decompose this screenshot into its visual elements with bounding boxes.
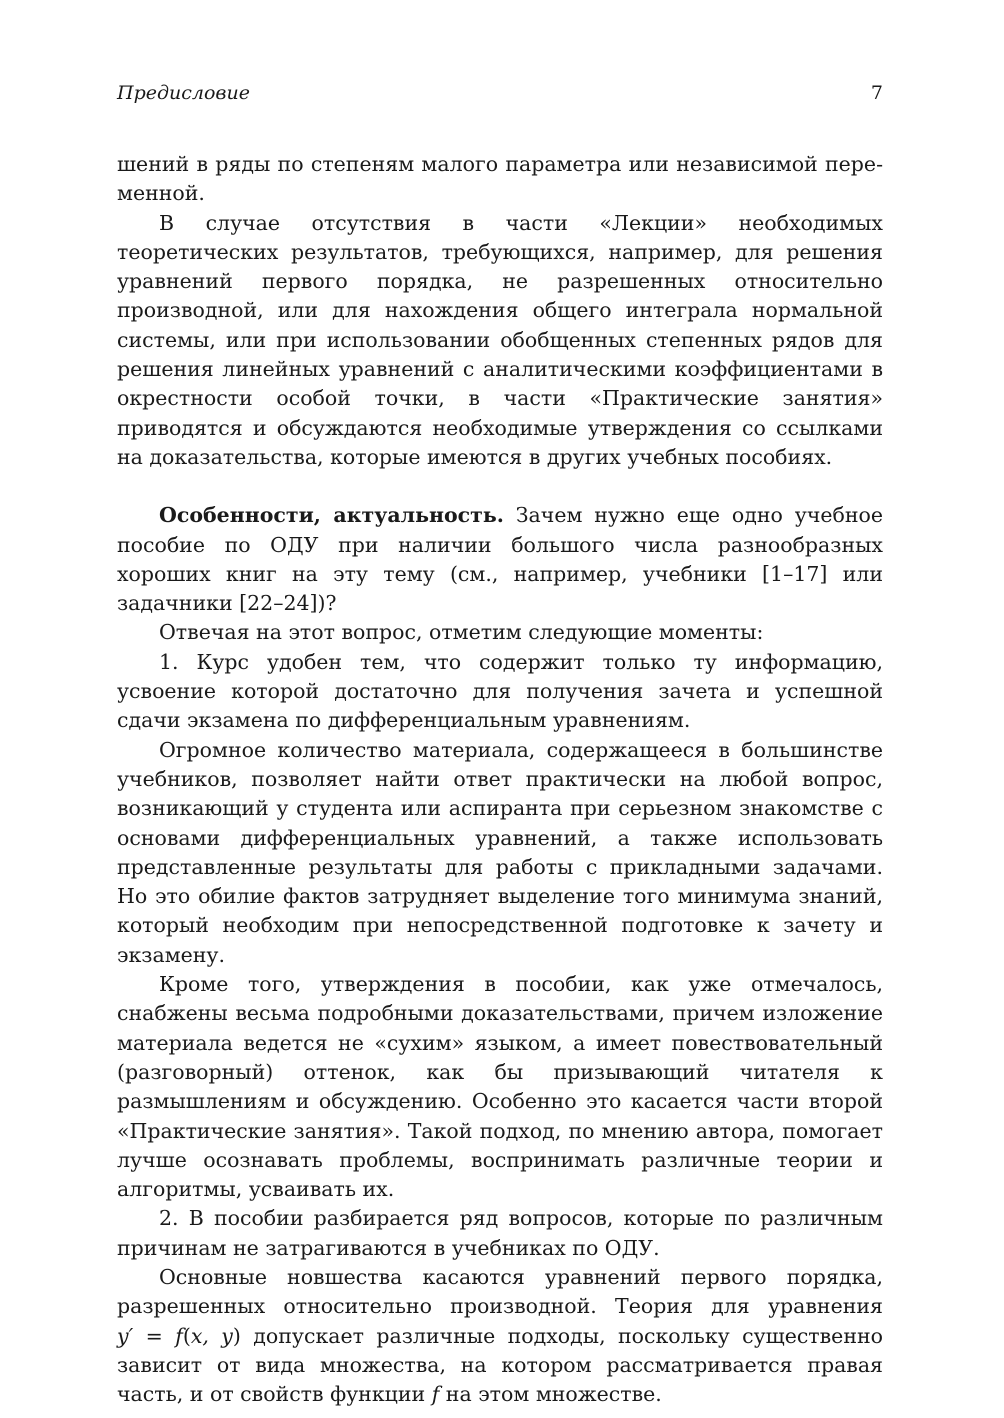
formula-paren-close: ): [232, 1323, 241, 1348]
paragraph: В случае отсутствия в части «Лекции» необходимых теоретических результатов, требующихся, например, для решения уравнений первого порядка, не разрешенных относительно производной, или для нахождения общего интеграла нормальной системы, или при использовании обобщенных степенных рядов для решения линейных уравнений с аналитическими коэффициентами в окрестности особой точки, в части «Практические занятия» приводятся и обсуждаются необходимые утверждения со ссылками на доказательства, которые имеются в других учебных пособиях.: [117, 210, 883, 469]
running-title: Предисловие: [117, 82, 250, 104]
formula-args: x, y: [190, 1323, 233, 1348]
formula-function: f: [175, 1323, 183, 1348]
formula-lhs: y′: [117, 1323, 134, 1348]
body-text: [117, 150, 883, 1409]
formula-paren-open: (: [182, 1323, 191, 1348]
formula-equals: =: [133, 1323, 176, 1348]
running-head: [117, 80, 883, 106]
formula: [117, 1324, 241, 1348]
formula-function-symbol: f: [431, 1382, 440, 1407]
paragraph-text: на этом множестве.: [439, 1382, 662, 1407]
paragraph: [117, 1263, 883, 1409]
page-number: 7: [870, 82, 883, 104]
paragraph-text: Основные новшества касаются уравнений первого порядка, разрешенных относительно производной. Теория для уравнения: [117, 1264, 883, 1319]
paragraph: Кроме того, утверждения в пособии, как уже отмечалось, снабжены весьма подробными доказательствами, причем изложение материала ведется не «сухим» языком, а имеет повествовательный (разговорный) оттенок, как бы призывающий читателя к размышлениям и обсуждению. Особенно это касается части второй «Практические занятия». Такой подход, по мнению автора, помогает лучше осознавать проблемы, воспринимать различные теории и алгоритмы, усваивать их.: [117, 972, 883, 1202]
paragraph-continuation: шений в ряды по степеням малого параметра или независимой переменной.: [117, 152, 883, 206]
list-item-paragraph: 2. В пособии разбирается ряд вопросов, которые по различным причинам не затрагиваются в учебниках по ОДУ.: [117, 1206, 883, 1260]
paragraph: Отвечая на этот вопрос, отметим следующие моменты:: [159, 620, 764, 645]
paragraph-text: допускает различные подходы, поскольку существенно зависит от вида множества, на котором рассматривается правая часть, и от свойств функции: [117, 1323, 883, 1407]
list-item-paragraph: 1. Курс удобен тем, что содержит только ту информацию, усвоение которой достаточно для получения зачета и успешной сдачи экзамена по дифференциальным уравнениям.: [117, 649, 883, 733]
section-heading: Особенности, актуальность.: [159, 503, 504, 528]
paragraph: Огромное количество материала, содержащееся в большинстве учебников, позволяет найти ответ практически на любой вопрос, возникающий у студента или аспиранта при серьезном знакомстве с основами дифференциальных уравнений, а также использовать представленные результаты для работы с прикладными задачами. Но это обилие фактов затрудняет выделение того минимума знаний, который необходим при непосредственной подготовке к зачету и экзамену.: [117, 737, 883, 967]
paragraph-text: Зачем нужно еще одно учебное пособие по ОДУ при наличии большого числа разнообразных хороших книг на эту тему (см., например, учебники [1–17] или задачники [22–24])?: [117, 503, 883, 616]
section-features-paragraph: [117, 501, 883, 618]
